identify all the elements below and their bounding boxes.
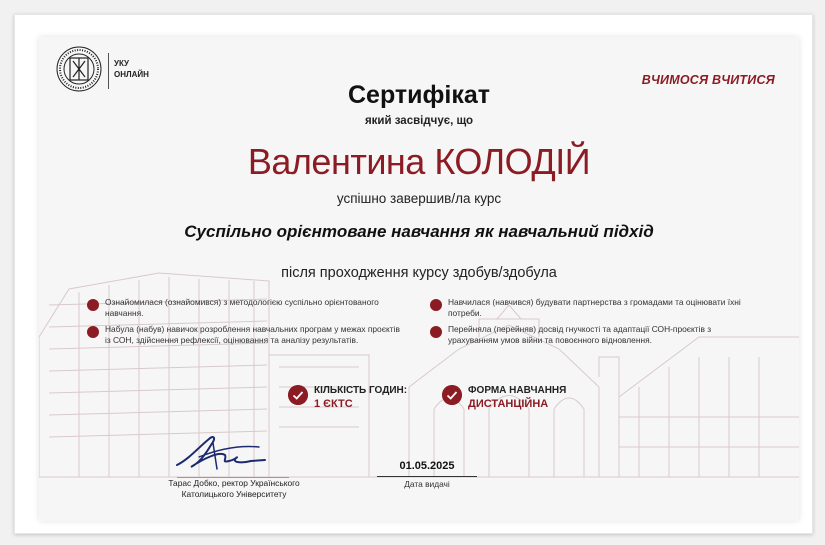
outcome-text: Навчилася (навчився) будувати партнерства з громадами та оцінювати їхні потреби.	[448, 297, 741, 318]
certificate-frame	[14, 14, 813, 534]
hours-value: 1 ЄКТС	[314, 398, 353, 410]
rector-signature	[169, 429, 269, 473]
bullet-icon	[87, 299, 99, 311]
recipient-name: Валентина КОЛОДІЙ	[247, 141, 591, 182]
issue-date-label: Дата видачі	[404, 479, 450, 489]
outcome-item	[105, 324, 405, 345]
certificate-subtitle: який засвідчує, що	[364, 115, 474, 127]
checkmark-icon	[288, 385, 308, 405]
completed-text: успішно завершив/ла курс	[336, 191, 502, 206]
logo-wordmark-line-2: ОНЛАЙН	[114, 70, 149, 79]
outcome-text: Ознайомилася (ознайомився) з методологією суспільно орієнтованого навчання.	[105, 297, 379, 318]
signer-line-2: Католицького Університету	[181, 488, 287, 499]
outcome-item	[448, 297, 748, 318]
study-form-info	[442, 385, 592, 417]
outcome-text: Перейняла (перейняв) досвід гнучкості та адаптації СОН-проєктів з урахуванням умов війни та повоєнного відновлення.	[448, 324, 712, 345]
outcomes-heading: після проходження курсу здобув/здобула	[281, 265, 557, 281]
outcome-item	[105, 297, 405, 318]
hours-label: КІЛЬКІСТЬ ГОДИН:	[314, 385, 408, 396]
bullet-icon	[430, 326, 442, 338]
bullet-icon	[430, 299, 442, 311]
signer-caption	[149, 478, 319, 499]
logo-wordmark	[114, 58, 149, 80]
bullet-icon	[87, 326, 99, 338]
logo-wordmark-line-1: УКУ	[114, 59, 130, 68]
date-line	[377, 476, 477, 477]
outcome-text: Набула (набув) навичок розроблення навчальних програм у межах проєктів із СОН, здійснення рефлексії, оцінювання та аналізу результатів.	[105, 324, 400, 345]
signer-line-1: Тарас Добко, ректор Українського	[168, 478, 300, 488]
study-form-value: ДИСТАНЦІЙНА	[468, 398, 549, 410]
course-title: Суспільно орієнтоване навчання як навчальний підхід	[184, 222, 654, 241]
issue-date: 01.05.2025	[399, 460, 455, 472]
checkmark-icon	[442, 385, 462, 405]
hours-info	[288, 385, 428, 417]
slogan: ВЧИМОСЯ ВЧИТИСЯ	[641, 73, 775, 87]
study-form-label: ФОРМА НАВЧАННЯ	[468, 385, 567, 396]
certificate-card	[39, 37, 799, 521]
certificate-title: Сертифікат	[348, 81, 490, 109]
outcome-item	[448, 324, 748, 345]
